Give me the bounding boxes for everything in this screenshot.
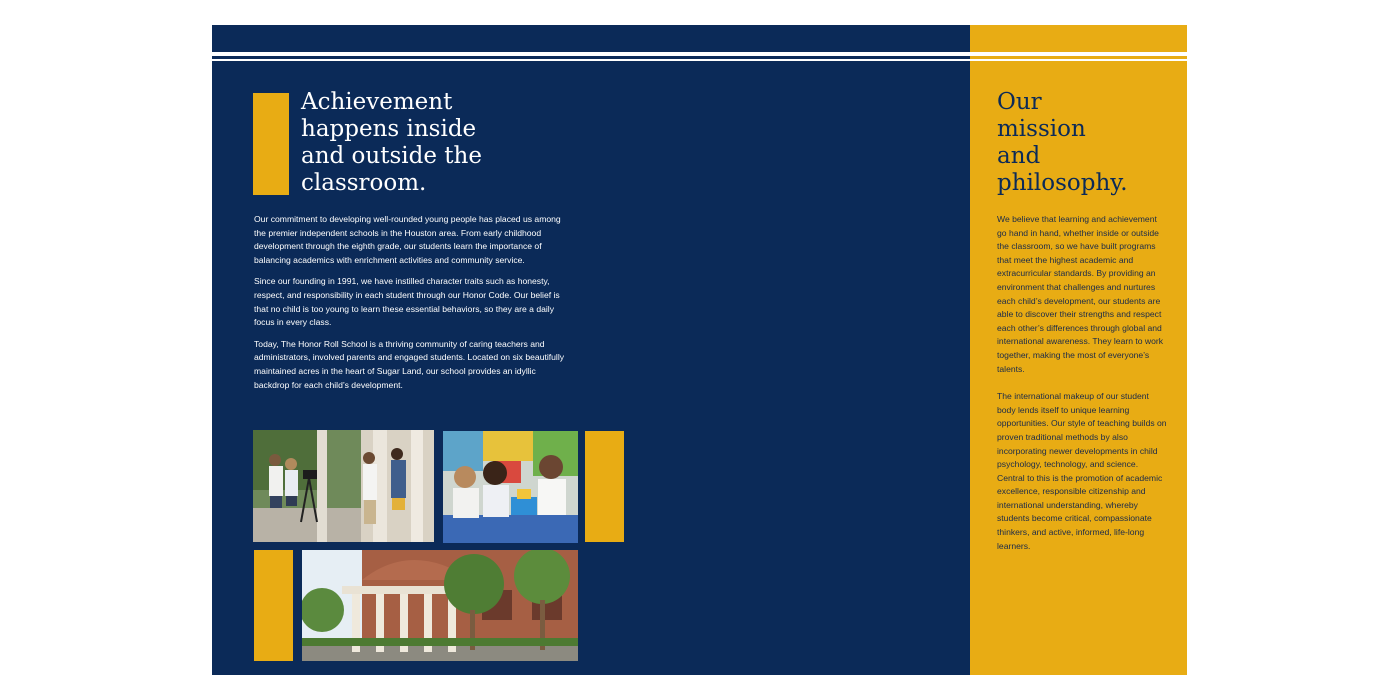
photo-accent-bar-left: [254, 550, 293, 661]
classroom-children-photo: [443, 431, 578, 543]
school-building-photo: [302, 550, 578, 661]
headline-line: happens inside: [301, 116, 477, 142]
mission-title-line: Our: [997, 89, 1042, 115]
headline-accent-bar: [253, 93, 289, 195]
brochure-spread: [212, 25, 1187, 675]
students-filming-photo: [253, 430, 434, 542]
headline-line: classroom.: [301, 170, 427, 196]
body-paragraph: Our commitment to developing well-rounded young people has placed us among the premier independent schools in the Houston area. From early childhood development through the eighth grade, our students learn the importance of balancing academics with enrichment activities and community service.: [254, 214, 561, 265]
body-paragraph: Today, The Honor Roll School is a thriving community of caring teachers and administrators, involved parents and engaged students. Located on six beautifully maintained acres in the heart of Sugar Land, our school provides an idyllic backdrop for each child’s development.: [254, 338, 565, 390]
body-paragraph: Since our founding in 1991, we have instilled character traits such as honesty, respect, and responsibility in each student through our Honor Code. Our belief is that no child is too young to learn these essential behaviors, so they are a daily focus in every class.: [254, 276, 560, 328]
mission-title: [997, 89, 1177, 197]
mission-paragraph: The international makeup of our student body lends itself to unique learning opportunities. Our style of teaching builds on proven traditional methods by also incorporating newer developments in child psychology, technology, and science. Central to this is the promotion of academic excellence, responsible citizenship and international understanding, whereby students become critical, compassionate thinkers, and active, informed, life-long learners.: [997, 391, 1167, 551]
mission-title-line: mission: [997, 116, 1086, 142]
headline-line: Achievement: [301, 89, 453, 115]
mission-title-line: and: [997, 143, 1041, 169]
page-headline: [301, 89, 561, 197]
mission-title-line: philosophy.: [997, 170, 1128, 196]
top-stripe-thick: [212, 52, 1187, 56]
left-body-copy: [254, 213, 569, 400]
photo-accent-bar-right: [585, 431, 624, 542]
mission-body-copy: [997, 213, 1167, 567]
mission-paragraph: We believe that learning and achievement go hand in hand, whether inside or outside the classroom, so we have built programs that meet the highest academic and extracurricular standards. By providing an environment that challenges and nurtures each child’s development, our students are able to discover their strengths and respect each other’s differences through global and international awareness. They learn to work together, making the most of everyone’s talents.: [997, 214, 1164, 374]
top-stripe-thin: [212, 59, 1187, 61]
headline-line: and outside the: [301, 143, 482, 169]
